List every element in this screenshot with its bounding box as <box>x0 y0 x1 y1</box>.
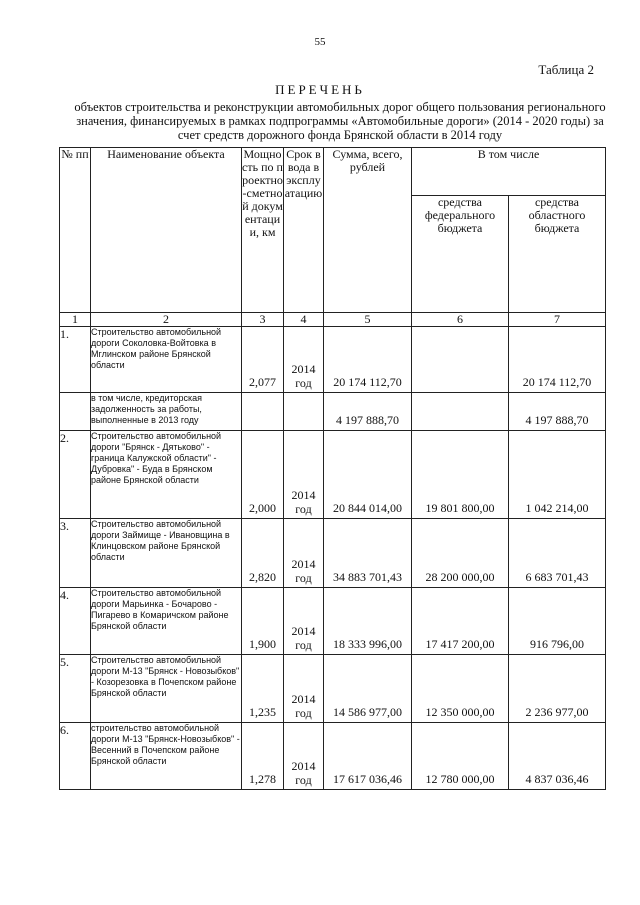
total-sum: 14 586 977,00 <box>324 655 412 723</box>
commission-year <box>284 393 324 431</box>
commission-year: 2014 год <box>284 588 324 655</box>
object-name: Строительство автомобильной дороги Займище - Ивановщина в Клинцовском районе Брянской области <box>91 519 242 588</box>
regional-sum: 20 174 112,70 <box>509 327 606 393</box>
federal-sum <box>412 327 509 393</box>
table-row <box>60 519 606 588</box>
regional-sum: 2 236 977,00 <box>509 655 606 723</box>
header-term: Срок ввода в эксплуатацию <box>284 148 324 313</box>
total-sum: 18 333 996,00 <box>324 588 412 655</box>
capacity-value: 2,820 <box>242 519 284 588</box>
header-name: Наименование объекта <box>91 148 242 313</box>
commission-year: 2014 год <box>284 655 324 723</box>
total-sum: 20 844 014,00 <box>324 431 412 519</box>
row-number: 3. <box>60 519 91 588</box>
row-number: 4. <box>60 588 91 655</box>
table-row <box>60 393 606 431</box>
column-number: 5 <box>324 313 412 327</box>
capacity-value: 1,900 <box>242 588 284 655</box>
column-number: 4 <box>284 313 324 327</box>
row-number: 2. <box>60 431 91 519</box>
federal-sum <box>412 393 509 431</box>
federal-sum: 19 801 800,00 <box>412 431 509 519</box>
regional-sum: 4 197 888,70 <box>509 393 606 431</box>
federal-sum: 12 780 000,00 <box>412 723 509 790</box>
column-number: 2 <box>91 313 242 327</box>
column-number: 3 <box>242 313 284 327</box>
object-name: Строительство автомобильной дороги М-13 "Брянск - Новозыбков" - Козорезовка в Почепском районе Брянской области <box>91 655 242 723</box>
total-sum: 20 174 112,70 <box>324 327 412 393</box>
capacity-value: 2,000 <box>242 431 284 519</box>
capacity-value: 1,278 <box>242 723 284 790</box>
header-regional: средства областного бюджета <box>509 196 606 313</box>
document-heading: ПЕРЕЧЕНЬ <box>275 82 365 97</box>
row-number: 5. <box>60 655 91 723</box>
object-name: Строительство автомобильной дороги "Брянск - Дятьково" - граница Калужской области" - Дубровка" - Буда в Брянском районе Брянской области <box>91 431 242 519</box>
table-row <box>60 655 606 723</box>
commission-year: 2014 год <box>284 723 324 790</box>
table-row <box>60 723 606 790</box>
page-number: 55 <box>314 36 326 48</box>
commission-year: 2014 год <box>284 431 324 519</box>
header-capacity: Мощность по проектно-сметной документации, км <box>242 148 284 313</box>
capacity-value: 1,235 <box>242 655 284 723</box>
header-federal: средства федерального бюджета <box>412 196 509 313</box>
table-row <box>60 327 606 393</box>
row-number: 6. <box>60 723 91 790</box>
federal-sum: 28 200 000,00 <box>412 519 509 588</box>
column-number: 6 <box>412 313 509 327</box>
object-name: строительство автомобильной дороги М-13 "Брянск-Новозыбков" - Весенний в Почепском районе Брянской области <box>91 723 242 790</box>
column-number: 1 <box>60 313 91 327</box>
object-name: Строительство автомобильной дороги Марьинка - Бочарово - Пигарево в Комаричском районе Брянской области <box>91 588 242 655</box>
total-sum: 34 883 701,43 <box>324 519 412 588</box>
row-number: 1. <box>60 327 91 393</box>
federal-sum: 12 350 000,00 <box>412 655 509 723</box>
table-row <box>60 431 606 519</box>
row-number <box>60 393 91 431</box>
object-name: в том числе, кредиторская задолженность за работы, выполненные в 2013 году <box>91 393 242 431</box>
regional-sum: 6 683 701,43 <box>509 519 606 588</box>
regional-sum: 1 042 214,00 <box>509 431 606 519</box>
capacity-value: 2,077 <box>242 327 284 393</box>
header-no: № пп <box>60 148 91 313</box>
table-label: Таблица 2 <box>538 62 594 77</box>
object-name: Строительство автомобильной дороги Соколовка-Войтовка в Мглинском районе Брянской области <box>91 327 242 393</box>
federal-sum: 17 417 200,00 <box>412 588 509 655</box>
header-sum: Сумма, всего, рублей <box>324 148 412 313</box>
commission-year: 2014 год <box>284 327 324 393</box>
commission-year: 2014 год <box>284 519 324 588</box>
total-sum: 4 197 888,70 <box>324 393 412 431</box>
table-row <box>60 588 606 655</box>
column-number-row <box>60 313 606 327</box>
column-number: 7 <box>509 313 606 327</box>
header-including: В том числе <box>412 148 606 196</box>
total-sum: 17 617 036,46 <box>324 723 412 790</box>
objects-table <box>59 147 606 790</box>
capacity-value <box>242 393 284 431</box>
regional-sum: 916 796,00 <box>509 588 606 655</box>
document-subheading: объектов строительства и реконструкции автомобильных дорог общего пользования регионального значения, финансируемых в рамках подпрограммы «Автомобильные дороги» (2014 - 2020 годы) за счет средств дорожного фонда Брянской области в 2014 году <box>74 100 606 142</box>
regional-sum: 4 837 036,46 <box>509 723 606 790</box>
